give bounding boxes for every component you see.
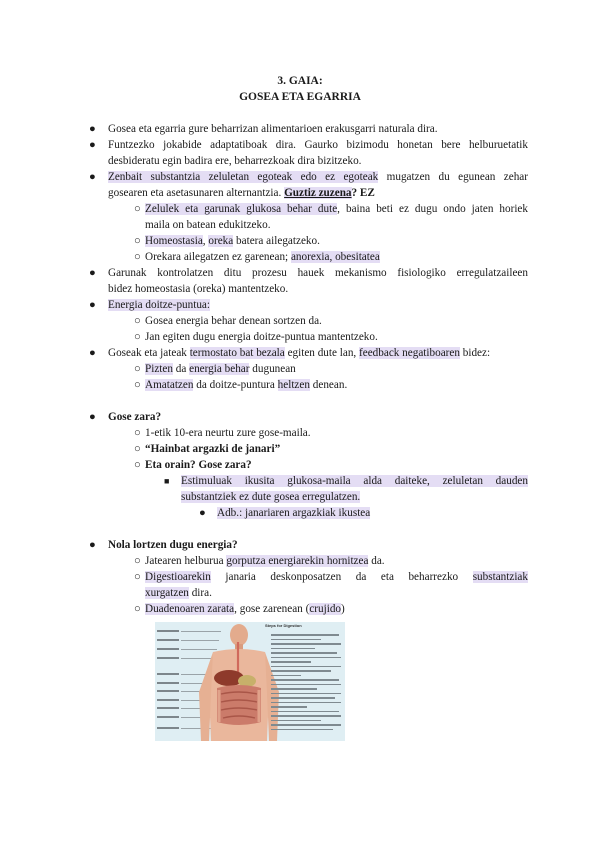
section-heading: Gose zara? xyxy=(108,411,162,423)
figure-steps xyxy=(265,631,343,730)
bullet-dot: ● xyxy=(89,139,96,151)
text-span: Goseak eta jateak xyxy=(108,347,190,359)
text-span: , baina beti ez dugu ondo jaten horiek xyxy=(337,203,528,215)
sub-bullet-circle: ○ xyxy=(134,379,141,391)
highlight: Zelulek eta garunak glukosa behar dute xyxy=(145,203,338,215)
highlight: feedback negatiboaren xyxy=(359,347,460,359)
highlight: xurgatzen xyxy=(145,587,189,599)
sub-bullet-circle: ○ xyxy=(134,363,141,375)
highlight: crujido xyxy=(309,603,342,615)
text-span: ) xyxy=(341,603,345,615)
text-span: Orekara ailegatzen ez garenean; xyxy=(145,251,291,263)
text-span: , gose zarenean ( xyxy=(234,603,310,615)
highlight: substantziak xyxy=(472,571,528,583)
highlight: Energia doitze-puntua: xyxy=(108,299,210,311)
sub-bullet-text xyxy=(145,250,380,264)
text-span: ? EZ xyxy=(351,187,375,199)
sub-bullet-text: maila on batean edukitzeko. xyxy=(145,219,271,231)
highlight: anorexia, obesitatea xyxy=(290,251,380,263)
bullet-text xyxy=(108,298,210,312)
sub-bullet-circle: ○ xyxy=(134,427,141,439)
text-span: da. xyxy=(368,555,385,567)
page-title: 3. GAIA: xyxy=(277,75,323,87)
highlight: Digestioarekin xyxy=(145,571,211,583)
highlight: Pizten xyxy=(145,363,173,375)
highlight: Homeostasia xyxy=(145,235,203,247)
sub-sub-bullet-text xyxy=(181,474,528,488)
bullet-text xyxy=(108,346,490,360)
bullet-dot: ● xyxy=(199,507,206,519)
bullet-text: bidez homeostasia (oreka) mantentzeko. xyxy=(108,283,289,295)
sub-sub-bullet-text xyxy=(181,490,360,504)
text-span: da xyxy=(172,363,190,375)
bullet-dot: ● xyxy=(89,267,96,279)
section-heading: Nola lortzen dugu energia? xyxy=(108,539,238,551)
bullet-dot: ● xyxy=(89,123,96,135)
sub-bullet-text: Jan egiten dugu energia doitze-puntua mantentzeko. xyxy=(145,331,378,343)
highlight: Duadenoaren zarata xyxy=(145,603,235,615)
sub-bullet-circle: ○ xyxy=(134,251,141,263)
bullet-dot: ● xyxy=(89,411,96,423)
sub-bullet-circle: ○ xyxy=(134,443,141,455)
highlight: Adb.: janariaren argazkiak ikustea xyxy=(217,507,371,519)
sub-bullet-text xyxy=(145,234,320,248)
sub-bullet-circle: ○ xyxy=(134,315,141,327)
sub-bullet-text: Gosea energia behar denean sortzen da. xyxy=(145,315,322,327)
sub-bullet-text xyxy=(145,362,296,376)
sub-bullet-text: “Hainbat argazki de janari” xyxy=(145,443,281,455)
highlight: energia behar xyxy=(189,363,250,375)
highlight: Guztiz zuzena xyxy=(284,187,352,199)
highlight: Estimuluak ikusita glukosa-maila alda daiteke, zeluletan dauden xyxy=(181,475,528,487)
text-span: , xyxy=(202,235,209,247)
highlight: oreka xyxy=(208,235,234,247)
highlight: substantziek ez dute gosea erregulatzen. xyxy=(181,491,361,503)
bullet-text xyxy=(108,186,375,200)
highlight: heltzen xyxy=(277,379,310,391)
text-span: dugunean xyxy=(249,363,296,375)
highlight: Zenbait substantzia zeluletan egoteak edo ez egoteak xyxy=(108,171,379,183)
text-span: batera ailegatzeko. xyxy=(233,235,320,247)
bullet-dot: ● xyxy=(89,539,96,551)
bullet-text: desbideratu egin badira ere, beharrezkoak dira bizitzeko. xyxy=(108,155,362,167)
text-span: janaria deskonposatzen da eta beharrezko xyxy=(210,571,473,583)
figure-heading: Steps for Digestion xyxy=(265,623,302,628)
text-span: egiten dute lan, xyxy=(284,347,360,359)
sub-bullet-circle: ○ xyxy=(134,555,141,567)
sub-bullet-circle: ○ xyxy=(134,571,141,583)
sub-sub-sub-bullet-text xyxy=(217,506,370,520)
sub-bullet-text: 1-etik 10-era neurtu zure gose-maila. xyxy=(145,427,311,439)
sub-bullet-text xyxy=(145,378,347,392)
bullet-dot: ● xyxy=(89,347,96,359)
sub-bullet-square: ■ xyxy=(164,476,170,486)
sub-bullet-text xyxy=(145,586,212,600)
sub-bullet-text xyxy=(145,202,528,216)
bullet-text: Garunak kontrolatzen ditu prozesu hauek mekanismo fisiologiko erregulatzaileen xyxy=(108,267,528,279)
text-span: denean. xyxy=(309,379,348,391)
text-span: bidez: xyxy=(459,347,491,359)
bullet-dot: ● xyxy=(89,171,96,183)
sub-bullet-circle: ○ xyxy=(134,203,141,215)
sub-bullet-circle: ○ xyxy=(134,459,141,471)
text-span: gosearen eta asetasunaren alternantzia. xyxy=(108,187,285,199)
highlight: Amatatzen xyxy=(145,379,194,391)
bullet-dot: ● xyxy=(89,299,96,311)
sub-bullet-text: Eta orain? Gose zara? xyxy=(145,459,252,471)
text-span: Jatearen helburua xyxy=(145,555,227,567)
text-span: dira. xyxy=(188,587,212,599)
text-span: da doitze-puntura xyxy=(193,379,278,391)
sub-bullet-text xyxy=(145,554,385,568)
text-span: mugatzen du egunean zehar xyxy=(378,171,528,183)
bullet-text xyxy=(108,170,528,184)
sub-bullet-text xyxy=(145,570,528,584)
sub-bullet-circle: ○ xyxy=(134,331,141,343)
highlight: termostato bat bezala xyxy=(189,347,285,359)
digestive-system-image xyxy=(155,622,345,741)
bullet-text: Funtzezko jokabide adaptatiboak dira. Gaurko bizimodu honetan bere helburuetatik xyxy=(108,139,528,151)
bullet-text: Gosea eta egarria gure beharrizan alimentarioen erakusgarri naturala dira. xyxy=(108,123,438,135)
highlight: gorputza energiarekin hornitzea xyxy=(226,555,369,567)
page-subtitle: GOSEA ETA EGARRIA xyxy=(239,91,361,103)
sub-bullet-text xyxy=(145,602,345,616)
sub-bullet-circle: ○ xyxy=(134,603,141,615)
sub-bullet-circle: ○ xyxy=(134,235,141,247)
